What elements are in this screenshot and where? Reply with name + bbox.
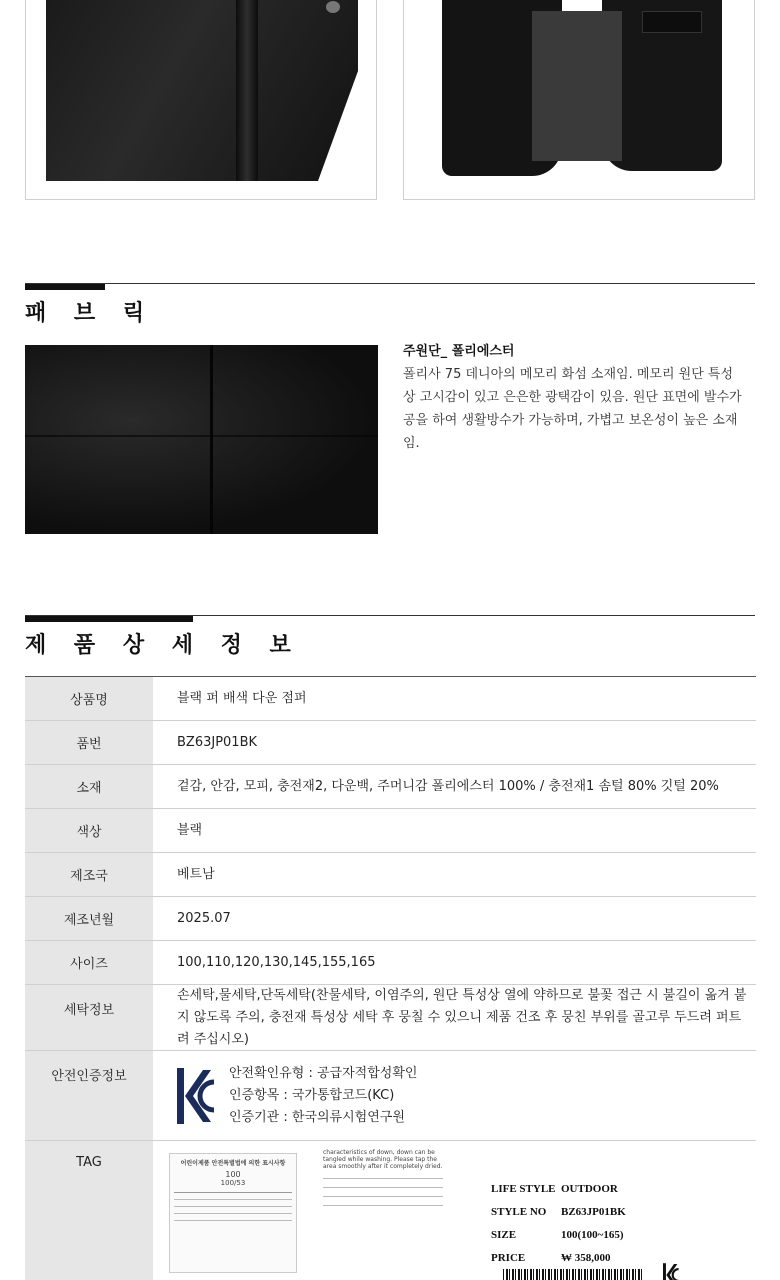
price-tag bbox=[491, 1177, 731, 1269]
kc-info bbox=[229, 1063, 417, 1129]
tag-image bbox=[153, 1141, 756, 1280]
section-rule-accent bbox=[25, 283, 105, 290]
tag-key: SIZE bbox=[491, 1228, 517, 1241]
care-text: characteristics of down, down can be tangled while washing. Please tap the area smoothly after it completely dried. bbox=[323, 1149, 443, 1170]
kc-item: 인증항목 : 국가통합코드(KC) bbox=[229, 1087, 395, 1103]
tag-header: 어린이제품 안전특별법에 의한 표시사항 bbox=[180, 1160, 286, 1167]
fabric-section-title: 패 브 릭 bbox=[25, 301, 155, 326]
table-row bbox=[25, 765, 756, 809]
row-label: 소재 bbox=[25, 765, 153, 808]
table-row bbox=[25, 677, 756, 721]
section-rule bbox=[25, 283, 755, 284]
row-label: 안전인증정보 bbox=[25, 1051, 153, 1140]
kc-type: 안전확인유형 : 공급자적합성확인 bbox=[229, 1065, 418, 1081]
tag-size-number: 100 bbox=[225, 1170, 241, 1179]
details-section-title: 제 품 상 세 정 보 bbox=[25, 633, 301, 658]
row-label: TAG bbox=[25, 1141, 153, 1280]
product-photo-back bbox=[403, 0, 755, 200]
care-label-tag bbox=[169, 1153, 297, 1273]
row-value bbox=[153, 1141, 756, 1280]
row-label: 세탁정보 bbox=[25, 985, 153, 1050]
fabric-label: 주원단_ 폴리에스터 bbox=[403, 344, 515, 359]
kc-agency: 인증기관 : 한국의류시험연구원 bbox=[229, 1109, 405, 1125]
row-label: 품번 bbox=[25, 721, 153, 764]
row-label: 상품명 bbox=[25, 677, 153, 720]
row-value: 블랙 퍼 배색 다운 점퍼 bbox=[177, 690, 307, 706]
tag-size-sub: 100/53 bbox=[220, 1179, 246, 1187]
row-value: 겉감, 안감, 모피, 충전재2, 다운백, 주머니감 폴리에스터 100% / 충전재1 솜털 80% 깃털 20% bbox=[177, 778, 719, 794]
section-rule bbox=[25, 615, 755, 616]
row-value: 100,110,120,130,145,155,165 bbox=[177, 954, 376, 970]
table-row bbox=[25, 1051, 756, 1141]
row-value: BZ63JP01BK bbox=[177, 734, 258, 750]
row-label: 사이즈 bbox=[25, 941, 153, 984]
table-row bbox=[25, 897, 756, 941]
product-details-table bbox=[25, 676, 756, 1280]
table-row bbox=[25, 853, 756, 897]
table-row bbox=[25, 941, 756, 985]
tag-value: OUTDOOR bbox=[561, 1182, 618, 1195]
section-rule-accent bbox=[25, 615, 193, 622]
fabric-description: 폴리사 75 데니아의 메모리 화섬 소재임. 메모리 원단 특성상 고시감이 있고 은은한 광택감이 있음. 원단 표면에 발수가공을 하여 생활방수가 가능하며, 가볍고 보온성이 높은 소재임. bbox=[403, 367, 742, 451]
kc-certification bbox=[177, 1063, 417, 1129]
row-label: 제조년월 bbox=[25, 897, 153, 940]
tag-key: LIFE STYLE bbox=[491, 1182, 556, 1195]
table-row bbox=[25, 985, 756, 1051]
tag-kc-mark-icon bbox=[663, 1263, 679, 1280]
fabric-closeup-image bbox=[25, 345, 378, 534]
care-instructions-tag bbox=[323, 1149, 443, 1279]
table-row bbox=[25, 721, 756, 765]
fabric-description-block bbox=[403, 340, 743, 455]
row-label: 제조국 bbox=[25, 853, 153, 896]
tag-value: BZ63JP01BK bbox=[561, 1205, 626, 1218]
tag-value: 100(100~165) bbox=[561, 1228, 624, 1241]
product-photo-front bbox=[25, 0, 377, 200]
kc-mark-icon bbox=[177, 1068, 215, 1124]
row-value: 2025.07 bbox=[177, 910, 231, 926]
tag-key: PRICE bbox=[491, 1251, 526, 1264]
barcode-icon bbox=[503, 1269, 643, 1280]
table-row bbox=[25, 1141, 756, 1280]
row-value: 손세탁,물세탁,단독세탁(찬물세탁, 이염주의, 원단 특성상 열에 약하므로 불꽃 접근 시 불길이 옮겨 붙지 않도록 주의, 충전재 특성상 세탁 후 뭉칠 수 있으니 제품 건조 후 뭉친 부위를 골고루 두드려 퍼트려 주십시오) bbox=[177, 987, 747, 1047]
table-row bbox=[25, 809, 756, 853]
tag-key: STYLE NO bbox=[491, 1205, 547, 1218]
row-value: 블랙 bbox=[177, 822, 203, 838]
tag-value: ₩ 358,000 bbox=[561, 1251, 611, 1264]
row-label: 색상 bbox=[25, 809, 153, 852]
row-value bbox=[153, 1051, 756, 1140]
row-value: 베트남 bbox=[177, 866, 215, 882]
